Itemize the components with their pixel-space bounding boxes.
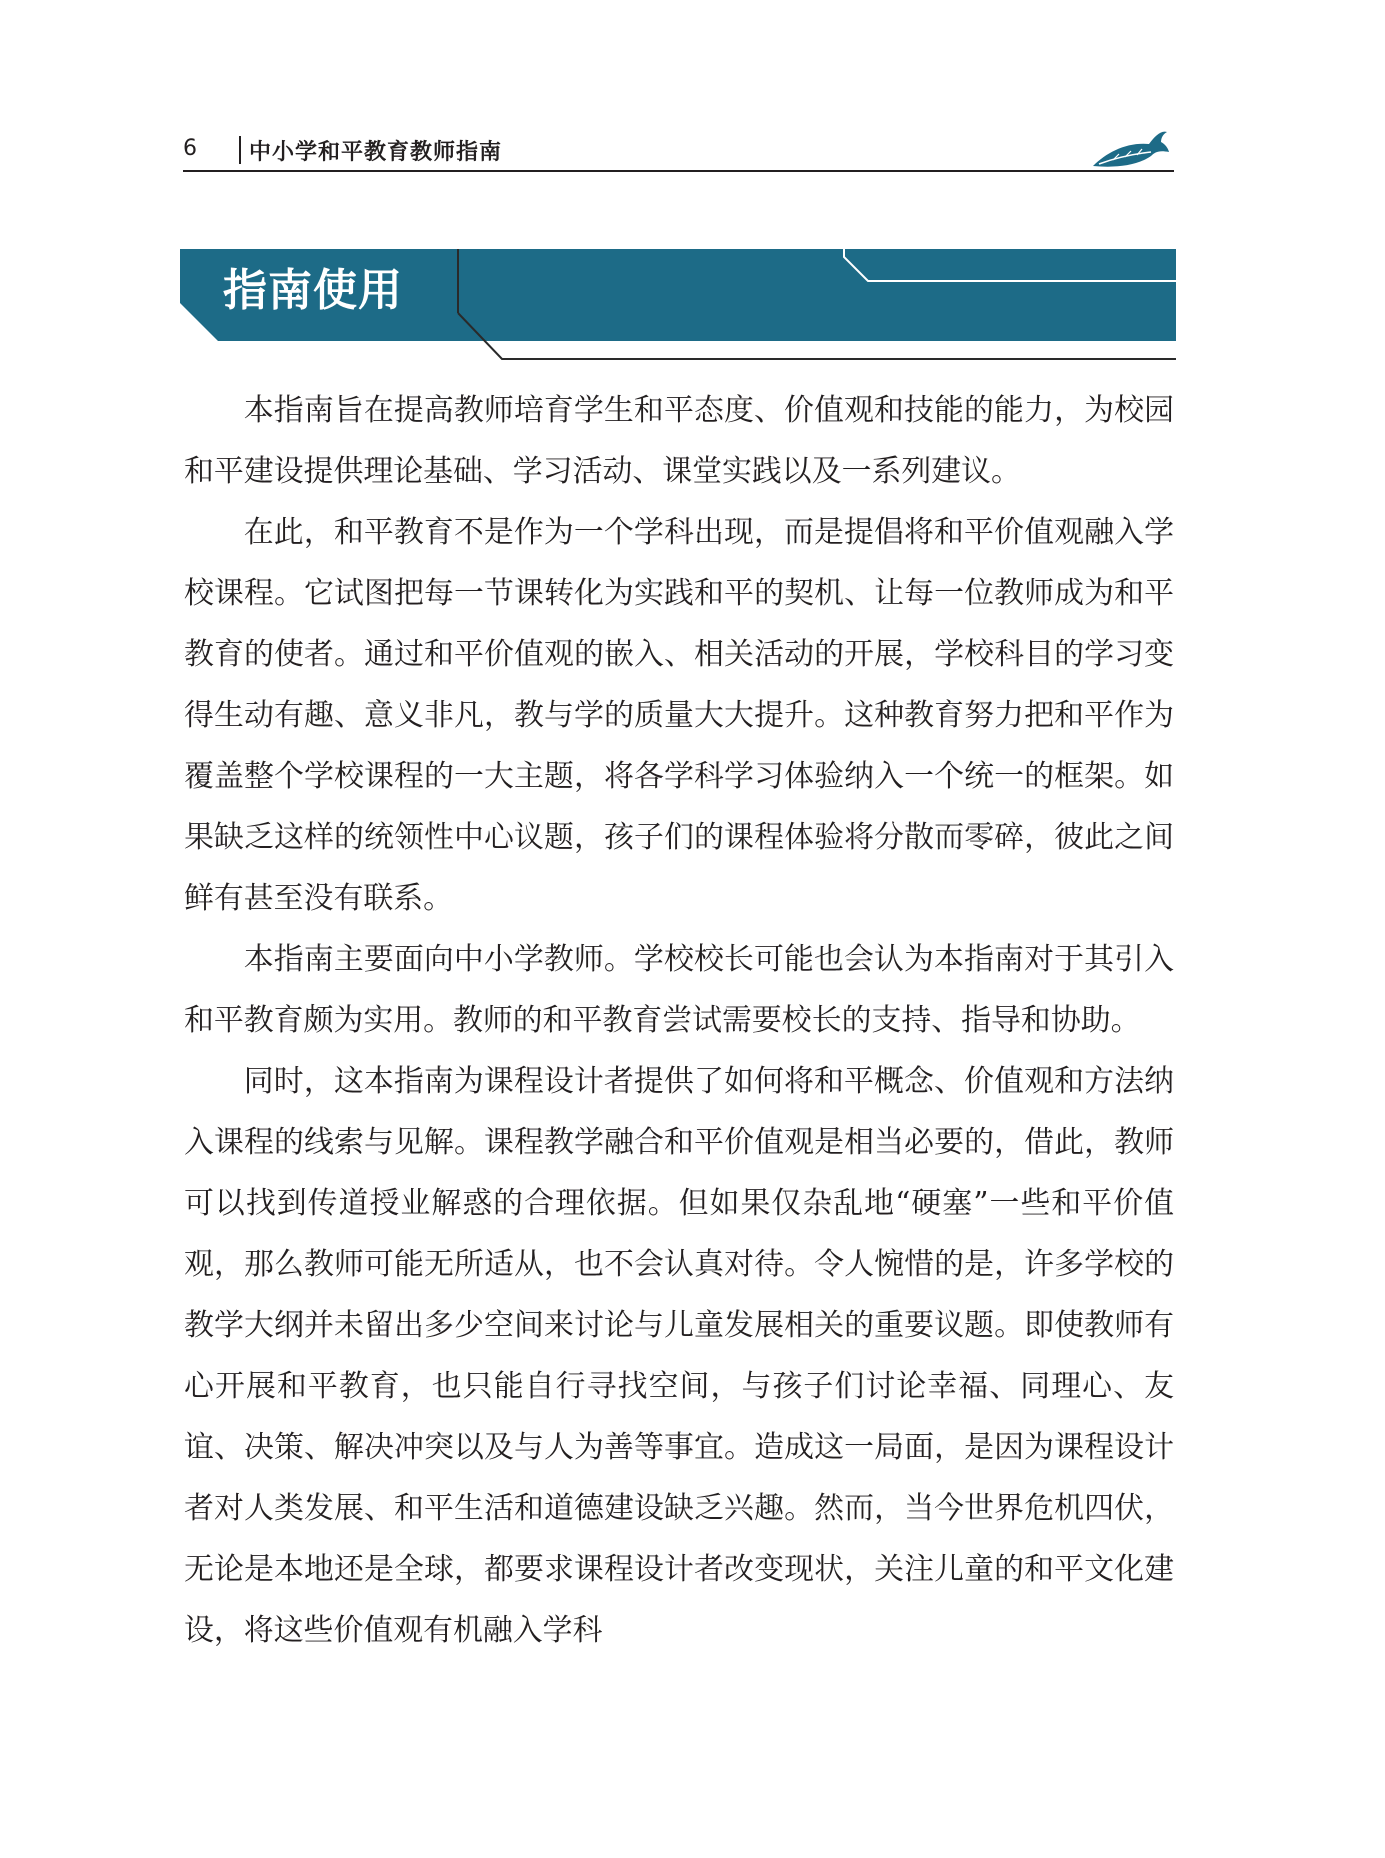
section-title: 指南使用 (223, 265, 403, 316)
paragraph: 在此，和平教育不是作为一个学科出现，而是提倡将和平价值观融入学校课程。它试图把每一节课转化为实践和平的契机、让每一位教师成为和平教育的使者。通过和平价值观的嵌入、相关活动的开展，学校科目的学习变得生动有趣、意义非凡，教与学的质量大大提升。这种教育努力把和平作为覆盖整个学校课程的一大主题，将各学科学习体验纳入一个统一的框架。如果缺乏这样的统领性中心议题，孩子们的课程体验将分散而零碎，彼此之间鲜有甚至没有联系。 (184, 515, 1174, 916)
body-text (184, 380, 1174, 1661)
paragraph: 本指南主要面向中小学教师。学校校长可能也会认为本指南对于其引入和平教育颇为实用。教师的和平教育尝试需要校长的支持、指导和协助。 (184, 942, 1174, 1038)
header-rule (183, 170, 1174, 172)
paragraph: 本指南旨在提高教师培育学生和平态度、价值观和技能的能力，为校园和平建设提供理论基础、学习活动、课堂实践以及一系列建议。 (184, 393, 1174, 489)
running-header (183, 128, 1174, 172)
page-number: 6 (183, 136, 197, 161)
header-divider (239, 136, 241, 164)
bird-leaf-icon (1089, 122, 1171, 170)
book-title: 中小学和平教育教师指南 (249, 140, 503, 165)
paragraph: 同时，这本指南为课程设计者提供了如何将和平概念、价值观和方法纳入课程的线索与见解。课程教学融合和平价值观是相当必要的，借此，教师可以找到传道授业解惑的合理依据。但如果仅杂乱地“硬塞”一些和平价值观，那么教师可能无所适从，也不会认真对待。令人惋惜的是，许多学校的教学大纲并未留出多少空间来讨论与儿童发展相关的重要议题。即使教师有心开展和平教育，也只能自行寻找空间，与孩子们讨论幸福、同理心、友谊、决策、解决冲突以及与人为善等事宜。造成这一局面，是因为课程设计者对人类发展、和平生活和道德建设缺乏兴趣。然而，当今世界危机四伏，无论是本地还是全球，都要求课程设计者改变现状，关注儿童的和平文化建设，将这些价值观有机融入学科 (184, 1064, 1174, 1648)
section-heading-banner (180, 245, 1176, 365)
